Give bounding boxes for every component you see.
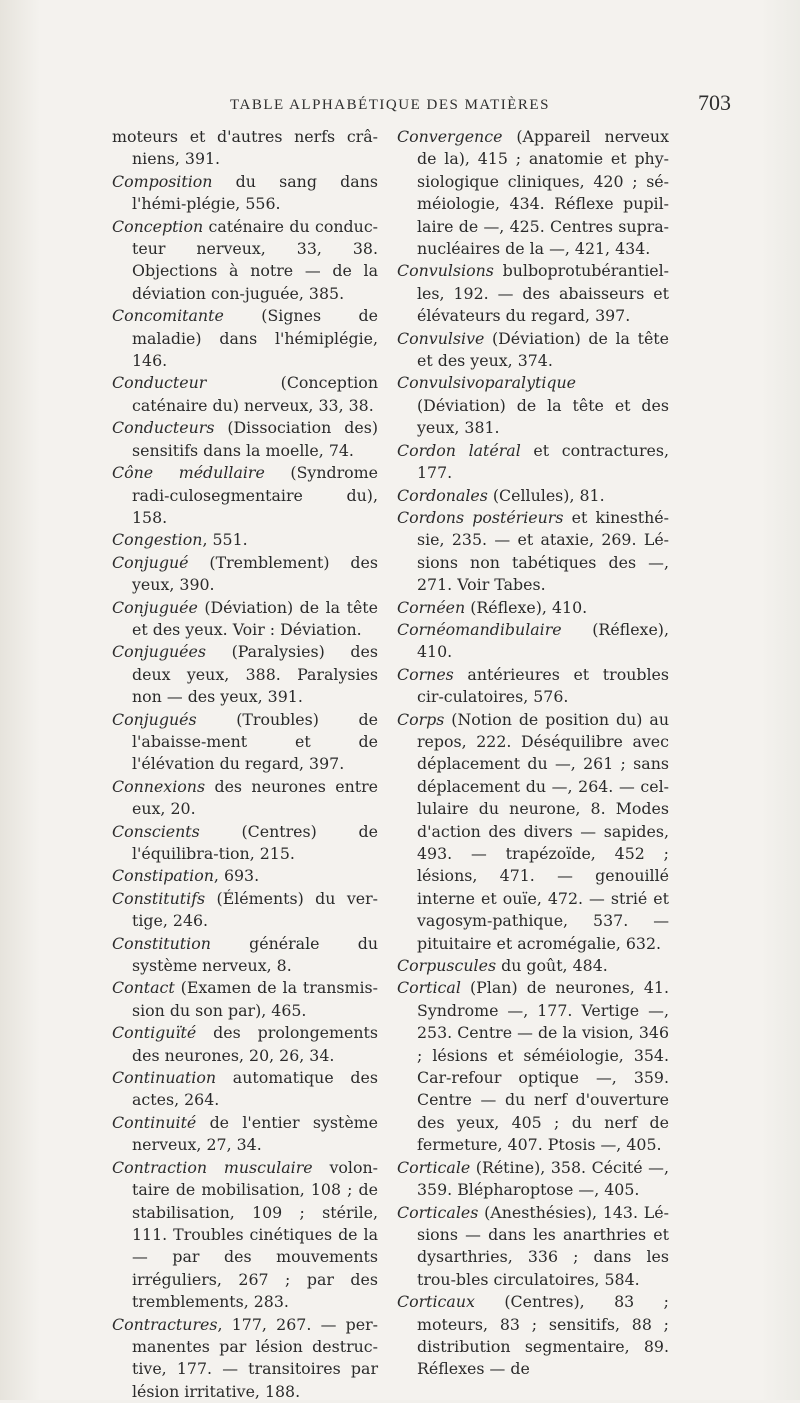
- index-entry: [112, 372, 378, 417]
- index-term: Conception: [112, 216, 204, 236]
- index-term: Contact: [112, 978, 175, 998]
- index-entry: [397, 977, 669, 1156]
- index-term: Constipation: [112, 866, 214, 886]
- index-references: volon-taire de mobilisation, 108 ; de stabilisation, 109 ; stérile, 111. Troubles cinétiques de la — par des mouvements irréguliers, 267 ; par des tremblements, 283.: [132, 1157, 378, 1312]
- index-term: Continuation: [112, 1068, 217, 1088]
- index-entry: [397, 1202, 669, 1292]
- index-entry: [397, 955, 669, 977]
- index-references: de l'entier système nerveux, 27, 34.: [132, 1112, 378, 1155]
- index-references: générale du système nerveux, 8.: [132, 933, 378, 976]
- index-entry: [112, 417, 378, 462]
- index-column-right: [397, 126, 669, 1381]
- index-entry: [112, 1157, 378, 1314]
- index-term: Constitutifs: [112, 888, 206, 908]
- index-references: antérieures et troubles cir-culatoires, 576.: [417, 664, 669, 707]
- index-term: Concomitante: [112, 306, 224, 326]
- index-term: Connexions: [112, 776, 206, 796]
- index-references: (Appareil nerveux de la), 415 ; anatomie et phy-siologique cliniques, 420 ; sé-méiologie, 434. Réflexe pupil-laire de —, 425. Centres supra-nucléaires de la —, 421, 434.: [417, 127, 669, 259]
- index-entry: [112, 776, 378, 821]
- index-term: Cordons postérieurs: [397, 507, 564, 527]
- index-term: Corticale: [397, 1157, 471, 1177]
- index-references: (Rétine), 358. Cécité —, 359. Blépharoptose —, 405.: [417, 1157, 669, 1200]
- index-references: bulboprotubérantiel-les, 192. — des abaisseurs et élévateurs du regard, 397.: [417, 261, 669, 326]
- index-entry: [112, 126, 378, 171]
- index-entry: [112, 865, 378, 887]
- index-term: Congestion: [112, 530, 203, 550]
- index-term: Contractures: [112, 1314, 218, 1334]
- index-references: et contractures, 177.: [417, 440, 669, 483]
- index-entry: [112, 529, 378, 551]
- index-references: automatique des actes, 264.: [132, 1068, 378, 1110]
- index-term: Corticaux: [397, 1292, 475, 1312]
- index-entry: [112, 641, 378, 708]
- index-term: Convergence: [397, 127, 503, 146]
- index-references: (Examen de la transmis-sion du son par), 465.: [132, 978, 378, 1020]
- index-references: (Anesthésies), 143. Lé-sions — dans les anarthries et dysarthries, 336 ; dans les trou-bles circulatoires, 584.: [417, 1202, 669, 1289]
- index-references: (Déviation) de la tête et des yeux, 381.: [417, 395, 669, 438]
- index-term: Conducteurs: [112, 418, 215, 438]
- index-entry: [397, 485, 669, 507]
- index-entry: [112, 1112, 378, 1157]
- index-references: , 177, 267. — per-manentes par lésion destruc-tive, 177. — transitoires par lésion irritative, 188.: [132, 1314, 378, 1401]
- index-term: Convulsivoparalytique: [397, 373, 577, 393]
- index-entry: [112, 216, 378, 306]
- index-references: (Éléments) du ver-tige, 246.: [132, 888, 378, 931]
- index-term: Convulsive: [397, 328, 485, 348]
- index-term: Contraction musculaire: [112, 1157, 313, 1177]
- index-entry: [397, 1157, 669, 1202]
- index-references: du sang dans l'hémi-plégie, 556.: [132, 171, 378, 214]
- index-entry: [112, 597, 378, 642]
- running-header: TABLE ALPHABÉTIQUE DES MATIÈRES: [230, 97, 550, 113]
- index-entry: [112, 1022, 378, 1067]
- index-term: Convulsions: [397, 261, 494, 281]
- index-references: , 693.: [213, 866, 260, 886]
- index-term: Cornes: [397, 664, 454, 684]
- index-entry: [112, 1314, 378, 1403]
- index-entry: [112, 552, 378, 597]
- index-entry: [112, 933, 378, 978]
- index-entry: [112, 1067, 378, 1112]
- index-term: Constitution: [112, 933, 211, 953]
- index-term: Cornéomandibulaire: [397, 619, 562, 639]
- index-entry: [397, 507, 669, 597]
- index-column-left: [112, 126, 378, 1403]
- index-term: Contiguïté: [112, 1023, 197, 1043]
- index-entry: [112, 305, 378, 372]
- index-references: (Dissociation des) sensitifs dans la moelle, 74.: [132, 418, 378, 460]
- index-entry: [112, 462, 378, 529]
- index-term: Conscients: [112, 821, 200, 841]
- index-references: (Plan) de neurones, 41. Syndrome —, 177. Vertige —, 253. Centre — de la vision, 346 ; lésions et séméiologie, 354. Car-refour optique —, 359. Centre — du nerf d'ouverture des yeux, 405 ; du nerf de fermeture, 407. Ptosis —, 405.: [417, 978, 669, 1155]
- index-entry: [397, 709, 669, 955]
- index-term: Corpuscules: [397, 956, 497, 976]
- index-references: (Troubles) de l'abaisse-ment et de l'élévation du regard, 397.: [132, 709, 378, 774]
- index-entry: [112, 171, 378, 216]
- index-entry: [112, 821, 378, 866]
- index-term: Cordonales: [397, 485, 488, 505]
- page-number: 703: [698, 90, 731, 115]
- index-references: (Paralysies) des deux yeux, 388. Paralysies non — des yeux, 391.: [132, 642, 378, 707]
- index-references: (Réflexe), 410.: [465, 597, 588, 617]
- index-entry: [397, 328, 669, 373]
- index-entry: [397, 260, 669, 327]
- index-term: Cornéen: [397, 597, 466, 617]
- index-term: Composition: [112, 171, 213, 191]
- index-entry: [397, 372, 669, 439]
- index-term: Cône médullaire: [112, 463, 265, 483]
- index-entry: [397, 597, 669, 619]
- index-references: (Centres), 83 ; moteurs, 83 ; sensitifs, 88 ; distribution segmentaire, 89. Réflexes — de: [417, 1292, 669, 1379]
- index-term: Cortical: [397, 978, 461, 998]
- index-references: caténaire du conduc-teur nerveux, 33, 38. Objections à notre — de la déviation con-juguée, 385.: [132, 216, 378, 303]
- index-references: (Conception caténaire du) nerveux, 33, 38.: [132, 373, 378, 415]
- index-references: (Syndrome radi-culosegmentaire du), 158.: [132, 463, 378, 527]
- index-term: Conducteur: [112, 373, 207, 393]
- index-entry: [397, 664, 669, 709]
- index-entry: [397, 126, 669, 260]
- index-term: Corps: [397, 709, 445, 729]
- index-references: (Tremblement) des yeux, 390.: [132, 552, 378, 595]
- index-entry: [397, 1291, 669, 1381]
- index-entry: [112, 977, 378, 1022]
- index-entry: [112, 709, 378, 776]
- index-references: (Signes de maladie) dans l'hémiplégie, 146.: [132, 306, 378, 371]
- index-term: Conjuguée: [112, 597, 198, 617]
- index-references: (Déviation) de la tête et des yeux. Voir : Déviation.: [132, 597, 378, 639]
- index-term: Cordon latéral: [397, 440, 521, 460]
- index-term: Corticales: [397, 1202, 479, 1222]
- index-references: des prolongements des neurones, 20, 26, 34.: [132, 1023, 378, 1065]
- index-references: , 551.: [202, 530, 248, 550]
- index-references: (Cellules), 81.: [487, 485, 605, 505]
- index-references: (Centres) de l'équilibra-tion, 215.: [132, 821, 378, 863]
- index-entry: [112, 888, 378, 933]
- index-references: (Réflexe), 410.: [417, 619, 669, 662]
- index-term: Conjuguées: [112, 642, 206, 662]
- index-entry: [397, 440, 669, 485]
- index-term: Conjugué: [112, 552, 189, 572]
- index-term: Continuité: [112, 1112, 197, 1132]
- index-references: (Notion de position du) au repos, 222. Déséquilibre avec déplacement du —, 261 ; sans déplacement du —, 264. — cel-lulaire du neurone, 8. Modes d'action des divers — sapides, 493. — trapézoïde, 452 ; lésions, 471. — genouillé interne et ouïe, 472. — strié et vagosym-pathique, 537. — pituitaire et acromégalie, 632.: [417, 709, 669, 953]
- index-references: du goût, 484.: [496, 956, 608, 976]
- index-term: Conjugués: [112, 709, 197, 729]
- index-entry: [397, 619, 669, 664]
- index-references: moteurs et d'autres nerfs crâ-niens, 391.: [112, 127, 378, 169]
- index-references: et kinesthé-sie, 235. — et ataxie, 269. Lé-sions non tabétiques des —, 271. Voir Tabes.: [417, 507, 669, 595]
- index-references: (Déviation) de la tête et des yeux, 374.: [417, 328, 669, 371]
- index-references: des neurones entre eux, 20.: [132, 776, 378, 819]
